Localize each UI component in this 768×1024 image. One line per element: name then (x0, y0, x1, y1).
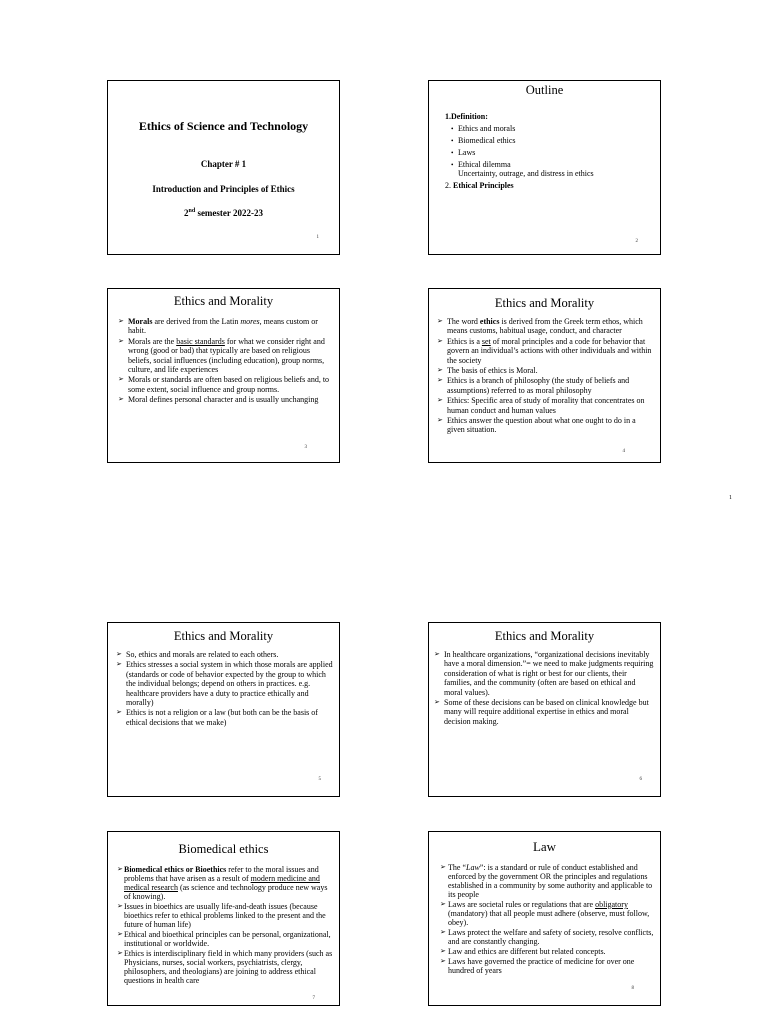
sheet-page-number: 1 (729, 495, 732, 501)
list-item (118, 865, 333, 901)
italic-text: mores (240, 317, 260, 326)
list-item: ➢ Ethical and bioethical principles can be personal, organizational, institutional or worldwide. (118, 930, 333, 948)
list-item: ➢ Ethics answer the question about what one ought to do in a given situation. (437, 416, 654, 435)
slide-number: 6 (639, 777, 642, 782)
underlined-text: basic standards (176, 336, 225, 346)
semester-text: semester 2022-23 (195, 208, 263, 218)
bullet-list (118, 317, 333, 405)
list-item: ➢ Ethics is a branch of philosophy (the study of beliefs and assumptions) referred to as moral philosophy (437, 376, 654, 395)
bold-text: Morals (128, 317, 153, 326)
text: Ethics is a (447, 336, 482, 346)
list-item (118, 317, 333, 336)
list-item (441, 900, 654, 927)
list-item (437, 337, 654, 365)
list-item: ➢ So, ethics and morals are related to each others. (116, 650, 333, 659)
list-item (441, 863, 654, 899)
outline-definition-heading: 1.Definition: (445, 112, 488, 121)
slide-title: Ethics and Morality (173, 629, 274, 643)
list-item: ➢ Morals or standards are often based on religious beliefs and, to some extent, social influence and group norms. (118, 375, 333, 394)
slide-ethics-morality-2 (428, 288, 661, 463)
text: is derived from the Greek term ethos, which means customs, habitual usage, conduct, and character (447, 317, 643, 336)
underlined-text: modern medicine and medical research (124, 874, 320, 892)
list-item (437, 317, 654, 336)
list-item: ➢ Law and ethics are different but related concepts. (441, 947, 654, 956)
bullet-list (437, 317, 654, 435)
text: (as science and technology produce new ways of knowing). (124, 883, 328, 901)
underlined-text: obligatory (595, 899, 628, 909)
slide-title-page (107, 80, 340, 255)
text: (mandatory) that all people must adhere (observe, must follow, obey). (448, 908, 650, 927)
bullet-list (118, 865, 333, 985)
list-item: ➢ Issues in bioethics are usually life-and-death issues (because bioethics refer to ethical problems linked to the present and the future of human life) (118, 902, 333, 929)
list-item: ➢ Laws have governed the practice of medicine for over one hundred of years (441, 957, 654, 975)
semester-label (108, 208, 339, 218)
list-item: ➢ Ethics is interdisciplinary field in which many providers (such as Physicians, nurses, social workers, psychiatrists, clergy, philosophers, and theologians) are joining to address ethical questions in health care (118, 949, 333, 985)
slide-title: Ethics and Morality (173, 294, 274, 308)
slide-title: Biomedical ethics (178, 842, 269, 856)
course-title: Ethics of Science and Technology (138, 119, 309, 133)
text: for what we consider right and wrong (good or bad) that typically are based on religious beliefs, social influences (including education), group norms, culture, and life experiences (128, 336, 325, 375)
list-item: • Ethics and morals (451, 123, 594, 135)
text: refer to the moral issues and problems that have arisen as a result of (124, 865, 319, 883)
italic-text: Law (466, 862, 480, 872)
bold-text: ethics (479, 317, 500, 326)
slide-outline (428, 80, 661, 255)
list-item: ➢ Some of these decisions can be based on clinical knowledge but many will require additional expertise in ethics and moral decision making. (434, 698, 654, 726)
slide-ethics-morality-4 (428, 622, 661, 797)
text: of moral principles and a code for behavior that govern an individual’s actions with other individuals and within the society (447, 336, 652, 365)
slide-title: Ethics and Morality (494, 296, 595, 310)
outline-sub-list (445, 123, 594, 171)
text: , means custom or habit. (128, 317, 318, 336)
list-item: ➢ The basis of ethics is Moral. (437, 366, 654, 375)
principles-label: Ethical Principles (453, 181, 514, 190)
bullet-list (441, 863, 654, 975)
outline-principles (445, 180, 594, 192)
bold-text: Biomedical ethics or Bioethics (124, 865, 227, 874)
slide-biomedical-ethics (107, 831, 340, 1006)
slide-number: 7 (312, 996, 315, 1001)
slide-number: 5 (318, 777, 321, 782)
list-item: ➢ Moral defines personal character and is usually unchanging (118, 395, 333, 404)
list-item: • Ethical dilemma (451, 159, 594, 171)
text: Laws are societal rules or regulations that are (448, 899, 596, 909)
chapter-subtitle: Introduction and Principles of Ethics (152, 184, 295, 194)
slide-number: 8 (631, 986, 634, 991)
chapter-label: Chapter # 1 (200, 159, 247, 169)
outline-list (445, 111, 594, 192)
list-item: ➢ Laws protect the welfare and safety of society, resolve conflicts, and are constantly changing. (441, 928, 654, 946)
slide-title: Ethics and Morality (494, 629, 595, 643)
semester-number: 2 (184, 208, 189, 218)
slide-number: 2 (635, 239, 638, 244)
list-item: ➢ In healthcare organizations, “organizational decisions inevitably have a moral dimension.”= we need to make judgments requiring consideration of what is right or best for our clients, their families, and the community (often are based on ethical and moral values). (434, 650, 654, 697)
text: The word (447, 317, 480, 326)
slide-number: 4 (622, 449, 625, 454)
slide-title: Law (532, 839, 557, 854)
text: The “ (448, 862, 466, 872)
text: Morals are the (128, 336, 177, 346)
outline-continuation: Uncertainty, outrage, and distress in ethics (458, 169, 594, 178)
underlined-text: set (481, 336, 491, 346)
slide-number: 3 (304, 445, 307, 450)
list-item: ➢ Ethics stresses a social system in which those morals are applied (standards or code of behavior expected by the group to which the individual belongs; depend on others in practices. e.g. healthcare providers have a duty to practice ethically and morally) (116, 660, 333, 707)
list-item: • Laws (451, 147, 594, 159)
slide-law (428, 831, 661, 1006)
semester-ordinal: nd (188, 208, 196, 214)
list-item: ➢ Ethics is not a religion or a law (but both can be the basis of ethical decisions that we make) (116, 708, 333, 727)
bullet-list (434, 650, 654, 726)
slide-ethics-morality-1 (107, 288, 340, 463)
slide-ethics-morality-3 (107, 622, 340, 797)
list-item: ➢ Ethics: Specific area of study of morality that concentrates on human conduct and human values (437, 396, 654, 415)
text: are derived from the Latin (152, 317, 241, 326)
slide-title: Outline (525, 83, 564, 97)
slide-number: 1 (316, 235, 319, 240)
text: ”: is a standard or rule of conduct established and enforced by the government OR the principles and regulations established in a community by some authority and applicable to its people (448, 862, 653, 899)
bullet-list (116, 650, 333, 727)
list-item: • Biomedical ethics (451, 135, 594, 147)
principles-number: 2. (445, 181, 453, 190)
list-item (118, 337, 333, 375)
